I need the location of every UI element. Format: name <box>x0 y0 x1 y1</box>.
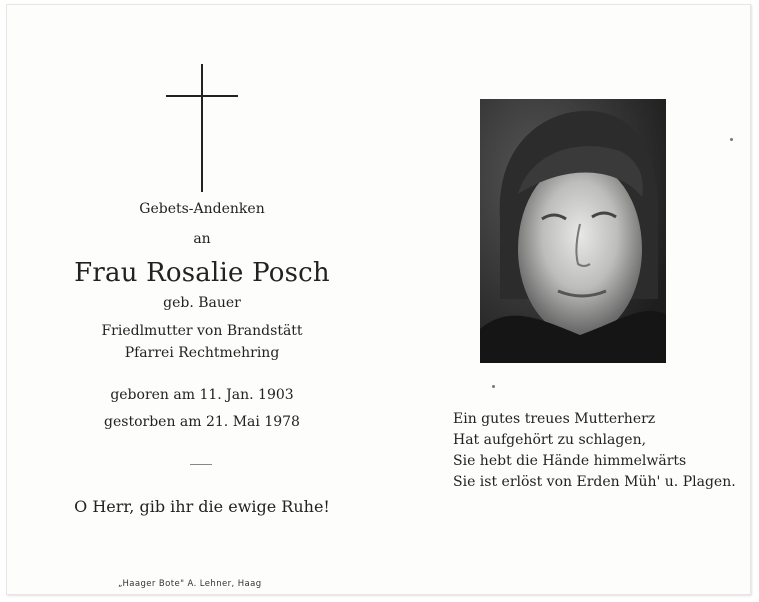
card-heading: Gebets-Andenken <box>139 201 265 217</box>
parish: Pfarrei Rechtmehring <box>124 345 280 361</box>
poem-line: Sie ist erlöst von Erden Müh' u. Plagen. <box>453 474 736 490</box>
poem-line: Sie hebt die Hände himmelwärts <box>453 453 687 469</box>
printer-imprint: „Haager Bote" A. Lehner, Haag <box>118 579 262 589</box>
poem-line: Ein gutes treues Mutterherz <box>453 411 656 427</box>
cross-icon <box>201 64 203 192</box>
card-preposition: an <box>193 231 211 247</box>
poem <box>453 409 736 493</box>
portrait-photo <box>480 99 666 363</box>
cross-icon-crossbar <box>166 95 238 97</box>
paper-speck <box>730 138 733 141</box>
separator-dash <box>190 464 212 465</box>
birth-date: geboren am 11. Jan. 1903 <box>110 387 294 403</box>
deceased-name: Frau Rosalie Posch <box>74 258 330 288</box>
death-date: gestorben am 21. Mai 1978 <box>104 414 300 430</box>
paper-speck <box>492 385 495 388</box>
occupation: Friedlmutter von Brandstätt <box>101 323 303 339</box>
prayer-line: O Herr, gib ihr die ewige Ruhe! <box>74 497 330 516</box>
poem-line: Hat aufgehört zu schlagen, <box>453 432 647 448</box>
memorial-card <box>6 4 751 595</box>
maiden-name: geb. Bauer <box>163 295 241 311</box>
